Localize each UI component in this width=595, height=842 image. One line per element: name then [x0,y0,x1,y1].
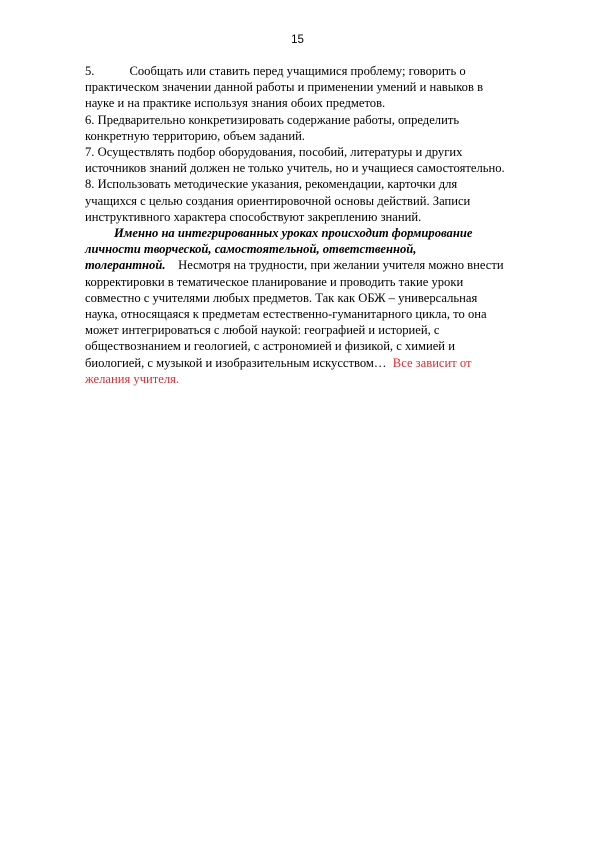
item-8-line-2: учащихся с целью создания ориентировочной основы действий. Записи [85,193,471,208]
page-body [85,63,525,387]
item-6-line-1: 6. Предварительно конкретизировать содержание работы, определить [85,112,460,127]
paragraph-line-9 [85,355,525,371]
paragraph-line-7: может интегрироваться с любой наукой: географией и историей, с [85,323,440,338]
item-5-line-1 [85,63,525,79]
item-8-line-3: инструктивного характера способствуют закреплению знаний. [85,209,422,224]
paragraph-line-9-start: биологией, с музыкой и изобразительным искусством… [85,355,393,370]
item-5-text-1: Сообщать или ставить перед учащимися проблему; говорить о [129,64,466,78]
item-8-line-1: 8. Использовать методические указания, рекомендации, карточки для [85,177,458,192]
item-6-line-2: конкретную территорию, объем заданий. [85,128,305,143]
item-5-line-3: науке и на практике используя знания обоих предметов. [85,96,386,111]
paragraph-line-1 [85,225,525,241]
page-number: 15 [291,34,304,46]
emphasis-text-2: личности творческой, самостоятельной, ответственной, [85,242,417,257]
item-7-line-1: 7. Осуществлять подбор оборудования, пособий, литературы и других [85,145,463,160]
emphasis-text-3: толерантной. [85,258,166,273]
paragraph-line-5: совместно с учителями любых предметов. Так как ОБЖ – универсальная [85,290,478,305]
red-highlight-text-2: желания учителя. [85,371,180,386]
red-highlight-text-1: Все зависит от [392,355,472,370]
item-5-line-2: практическом значении данной работы и применении умений и навыков в [85,80,484,95]
paragraph-line-4: корректировки в тематическое планирование и проводить такие уроки [85,274,464,289]
paragraph-line-6: наука, относящаяся к предметам естественно-гуманитарного цикла, то она [85,307,487,322]
paragraph-line-3 [85,257,525,273]
item-5-number: 5. [85,64,95,78]
paragraph-line-3-rest: Несмотря на трудности, при желании учителя можно внести [165,258,504,273]
emphasis-text-1: Именно на интегрированных уроках происходит формирование [114,226,473,241]
paragraph-line-8: обществознанием и геологией, с астрономией и физикой, с химией и [85,339,455,354]
item-7-line-2: источников знаний должен не только учитель, но и учащиеся самостоятельно. [85,161,505,176]
